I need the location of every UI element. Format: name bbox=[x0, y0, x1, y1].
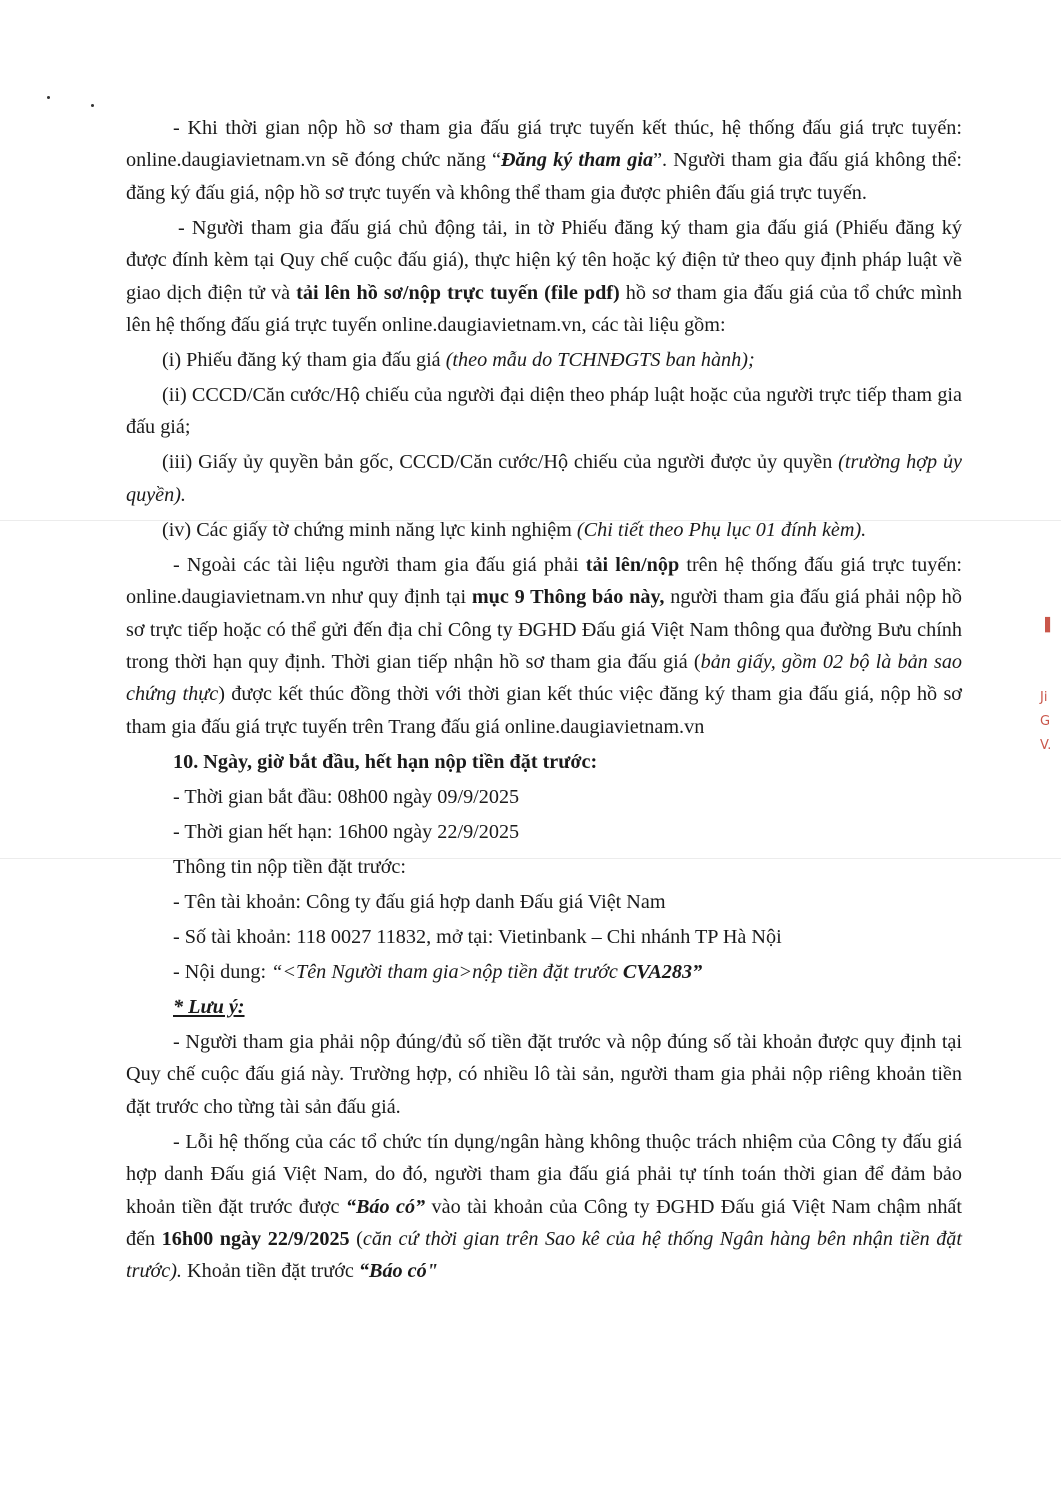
edge-stamp-fragment: G bbox=[1040, 714, 1051, 729]
edge-stamp-fragment: ▐ bbox=[1040, 618, 1050, 633]
list-item: (iii) Giấy ủy quyền bản gốc, CCCD/Căn cước/Hộ chiếu của người được ủy quyền (trường hợp ủy quyền). bbox=[126, 451, 962, 506]
edge-stamp-fragment: Ji bbox=[1040, 690, 1048, 705]
paragraph-closing-registration: - Khi thời gian nộp hồ sơ tham gia đấu giá trực tuyến kết thúc, hệ thống đấu giá trực tuyến: online.daugiavietnam.vn sẽ đóng chức năng “Đăng ký tham gia”. Người tham gia đấu giá không thể: đăng ký đấu giá, nộp hồ sơ trực tuyến và không thể tham gia được phiên đấu giá trực tuyến. bbox=[126, 117, 963, 204]
scan-speck bbox=[47, 96, 50, 99]
edge-stamp-fragment: V. bbox=[1040, 738, 1052, 753]
paragraph-paper-submission: - Ngoài các tài liệu người tham gia đấu giá phải tải lên/nộp trên hệ thống đấu giá trực tuyến: online.daugiavietnam.vn như quy định tại mục 9 Thông báo này, người tham gia đấu giá phải nộp hồ sơ trực tiếp hoặc có thể gửi đến địa chỉ Công ty ĐGHD Đấu giá Việt Nam thông qua đường Bưu chính trong thời hạn quy định. Thời gian tiếp nhận hồ sơ tham gia đấu giá (bản giấy, gồm 02 bộ là bản sao chứng thực) được kết thúc đồng thời với thời gian kết thúc việc đăng ký tham gia đấu giá, nộp hồ sơ tham gia đấu giá trực tuyến trên Trang đấu giá online.daugiavietnam.vn bbox=[126, 553, 963, 738]
account-name: - Tên tài khoản: Công ty đấu giá hợp danh Đấu giá Việt Nam bbox=[173, 890, 666, 913]
paragraph-registration-form: - Người tham gia đấu giá chủ động tải, in tờ Phiếu đăng ký tham gia đấu giá (Phiếu đăng ký được đính kèm tại Quy chế cuộc đấu giá), thực hiện ký tên hoặc ký điện tử theo quy định pháp luật về giao dịch điện tử và tải lên hồ sơ/nộp trực tuyến (file pdf) hồ sơ tham gia đấu giá của tổ chức mình lên hệ thống đấu giá trực tuyến online.daugiavietnam.vn, các tài liệu gồm: bbox=[126, 216, 962, 337]
note-paragraph: - Người tham gia phải nộp đúng/đủ số tiền đặt trước và nộp đúng số tài khoản được quy định tại Quy chế cuộc đấu giá này. Trường hợp, có nhiều lô tài sản, người tham gia phải nộp riêng khoản tiền đặt trước cho từng tài sản đấu giá. bbox=[126, 1030, 962, 1118]
register-function-name: Đăng ký tham gia bbox=[500, 149, 654, 172]
account-number: - Số tài khoản: 118 0027 11832, mở tại: Vietinbank – Chi nhánh TP Hà Nội bbox=[173, 925, 782, 948]
note-paragraph: - Lỗi hệ thống của các tổ chức tín dụng/ngân hàng không thuộc trách nhiệm của Công ty đấu giá hợp danh Đấu giá Việt Nam, do đó, người tham gia đấu giá phải tự tính toán thời gian để đảm bảo khoản tiền đặt trước được “Báo có” vào tài khoản của Công ty ĐGHD Đấu giá Việt Nam chậm nhất đến 16h00 ngày 22/9/2025 (căn cứ thời gian trên Sao kê của hệ thống Ngân hàng bên nhận tiền đặt trước). Khoản tiền đặt trước “Báo có" bbox=[126, 1130, 962, 1283]
deposit-start-time: - Thời gian bắt đầu: 08h00 ngày 09/9/2025 bbox=[173, 785, 520, 808]
list-item: (ii) CCCD/Căn cước/Hộ chiếu của người đại diện theo pháp luật hoặc của người trực tiếp tham gia đấu giá; bbox=[126, 384, 962, 439]
note-heading: * Lưu ý: bbox=[173, 995, 245, 1018]
transfer-content: - Nội dung: “<Tên Người tham gia>nộp tiền đặt trước CVA283” bbox=[173, 960, 703, 983]
deposit-end-time: - Thời gian hết hạn: 16h00 ngày 22/9/2025 bbox=[173, 820, 520, 843]
list-item: (i) Phiếu đăng ký tham gia đấu giá (theo mẫu do TCHNĐGTS ban hành); bbox=[162, 349, 755, 372]
body-text bbox=[126, 112, 962, 1290]
scan-speck bbox=[91, 104, 94, 107]
deposit-info-label: Thông tin nộp tiền đặt trước: bbox=[173, 855, 406, 878]
list-item: (iv) Các giấy tờ chứng minh năng lực kinh nghiệm (Chi tiết theo Phụ lục 01 đính kèm). bbox=[162, 518, 867, 541]
section-heading: 10. Ngày, giờ bắt đầu, hết hạn nộp tiền đặt trước: bbox=[173, 750, 598, 773]
upload-instruction: tải lên hồ sơ/nộp trực tuyến (file pdf) bbox=[296, 281, 620, 304]
